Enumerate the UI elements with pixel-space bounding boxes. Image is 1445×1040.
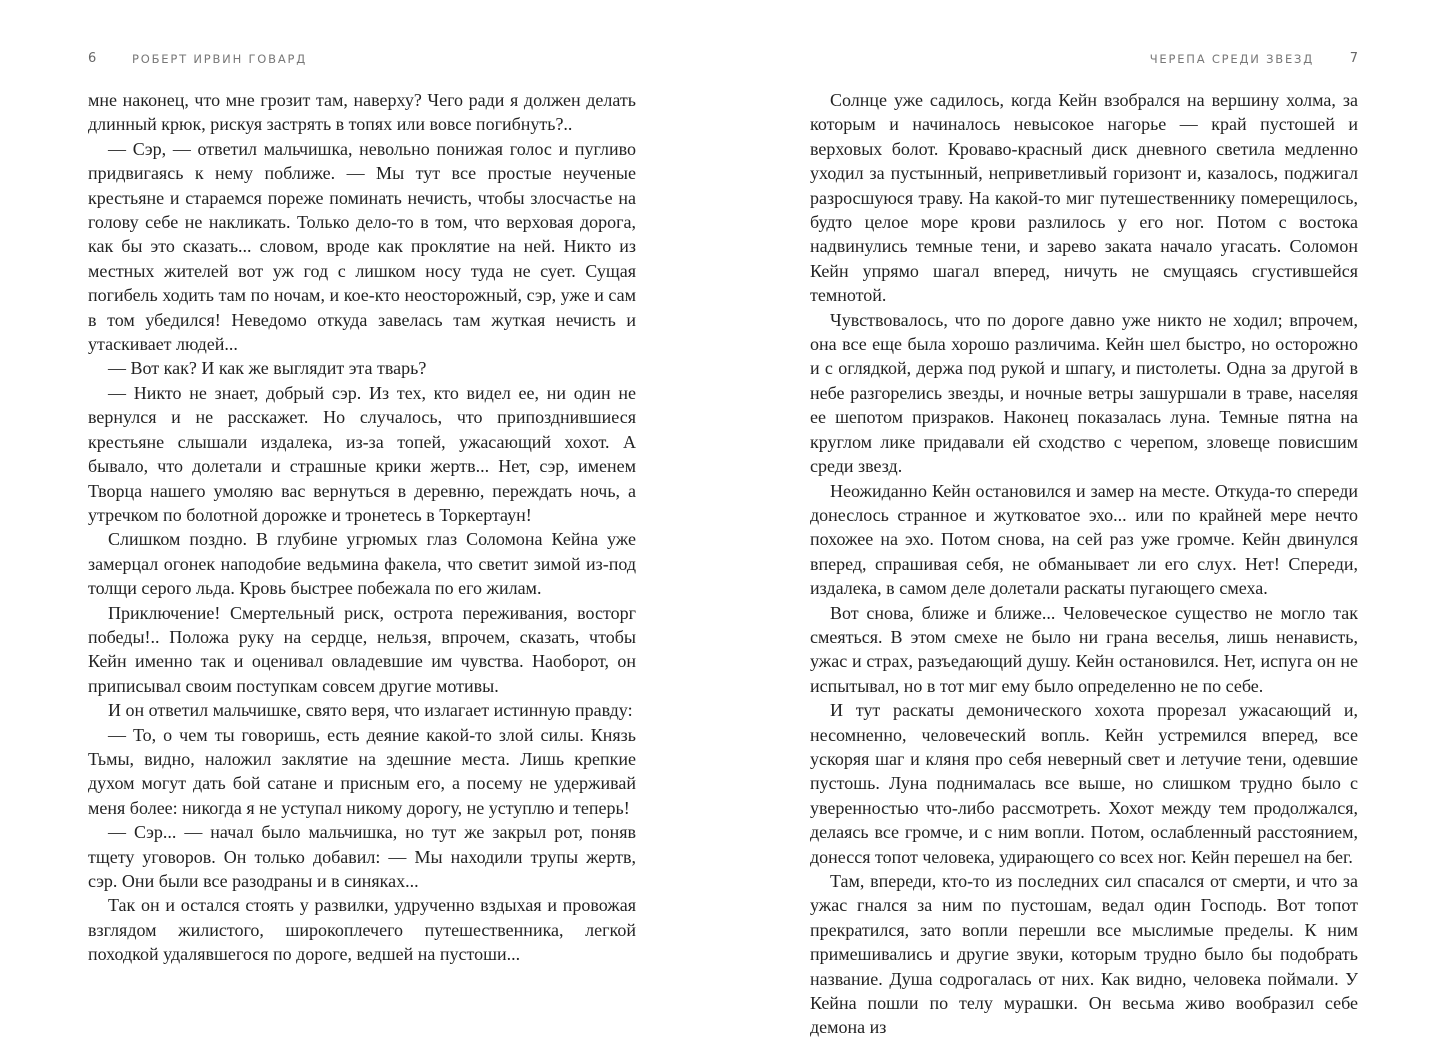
left-page (88, 0, 636, 1033)
right-page-number: 7 (1349, 51, 1358, 66)
paragraph: мне наконец, что мне грозит там, наверху? Чего ради я должен делать длинный крюк, рискуя застрять в топях или вовсе погибнуть?.. (88, 90, 636, 135)
paragraph: Неожиданно Кейн остановился и замер на месте. Откуда-то спереди донеслось странное и жутковатое эхо... или по крайней мере нечто похожее на эхо. Потом снова, на сей раз уже громче. Кейн двинулся вперед, спрашивая себя, не обманывает ли его слух. Нет! Спереди, издалека, в самом деле долетали раскаты пугающего смеха. (810, 480, 1358, 599)
paragraph: Так он и остался стоять у развилки, удрученно вздыхая и провожая взглядом жилистого, широкоплечего путешественника, легкой походкой удалявшегося по дороге, ведшей на пустоши... (88, 895, 636, 965)
paragraph: Солнце уже садилось, когда Кейн взобрался на вершину холма, за которым и начиналось невысокое нагорье — край пустошей и верховых болот. Кроваво-красный диск дневного светила медленно уходил за пустынный, неприветливый горизонт и, казалось, поджигал разросшуюся траву. На какой-то миг путешественнику померещилось, будто целое море крови разлилось у его ног. Потом с востока надвинулись темные тени, и зарево заката начало угасать. Соломон Кейн упрямо шагал вперед, ничуть не смущаясь сгустившейся темнотой. (810, 90, 1358, 306)
paragraph: — Сэр... — начал было мальчишка, но тут же закрыл рот, поняв тщету уговоров. Он только добавил: — Мы находили трупы жертв, сэр. Они были все разодраны и в синяках... (88, 822, 636, 891)
paragraph: — Никто не знает, добрый сэр. Из тех, кто видел ее, ни один не вернулся и не расскажет. Но случалось, что припозднившиеся крестьяне слышали издалека, из-за топей, ужасающий хохот. А бывало, что долетали и страшные крики жертв... Нет, сэр, именем Творца нашего умоляю вас вернуться в деревню, переждать ночь, а утречком по болотной дорожке и тронетесь в Торкертаун! (88, 382, 636, 525)
right-page (810, 0, 1358, 1038)
paragraph: — Сэр, — ответил мальчишка, невольно понижая голос и пугливо придвигаясь к нему поближе. — Мы тут все простые неученые крестьяне и стараемся пореже поминать нечисть, чтобы злосчастье на голову себе не накликать. Только дело-то в том, что верховая дорога, как бы это сказать... словом, вроде как проклятие на ней. Никто из местных жителей вот уж год с лишком носу туда не сует. Сущая погибель ходить там по ночам, и кое-кто неосторожный, сэр, уже и сам в том убедился! Неведомо откуда завелась там жуткая нечисть и утаскивает людей... (88, 138, 636, 355)
paragraph: И тут раскаты демонического хохота прорезал ужасающий и, несомненно, человеческий вопль. Кейн устремился вперед, все ускоряя шаг и кляня про себя неверный свет и летучие тени, одевшие пустошь. Луна поднималась все выше, но слишком трудно было с уверенностью что-либо рассмотреть. Хохот между тем продолжался, делаясь все громче, и с ним вопли. Потом, ослабленный расстоянием, донесся топот человека, удирающего со всех ног. Кейн перешел на бег. (810, 700, 1358, 867)
right-running-head-title: ЧЕРЕПА СРЕДИ ЗВЕЗД (1149, 52, 1314, 66)
right-running-header (810, 51, 1358, 71)
paragraph: Приключение! Смертельный риск, острота переживания, восторг победы!.. Положа руку на сердце, нельзя, впрочем, сказать, чтобы Кейн именно так и оценивал овладевшие им чувства. Наоборот, он приписывал своим поступкам совсем другие мотивы. (88, 602, 636, 696)
paragraph: — То, о чем ты говоришь, есть деяние какой-то злой силы. Князь Тьмы, видно, наложил заклятие на здешние места. Лишь крепкие духом могут дать бой сатане и присным его, а посему не удерживай меня более: никогда я не уступал никому дорогу, не уступлю и теперь! (88, 724, 636, 818)
paragraph: — Вот как? И как же выглядит эта тварь? (108, 358, 427, 379)
paragraph: Слишком поздно. В глубине угрюмых глаз Соломона Кейна уже замерцал огонек наподобие ведьмина факела, что светит зимой из-под толщи серого льда. Кровь быстрее побежала по его жилам. (88, 529, 636, 599)
left-page-text (88, 88, 636, 967)
left-running-head-title: РОБЕРТ ИРВИН ГОВАРД (132, 52, 308, 66)
paragraph: Чувствовалось, что по дороге давно уже никто не ходил; впрочем, она все еще была хорошо различима. Кейн шел быстро, но осторожно и с оглядкой, держа под рукой и шпагу, и пистолеты. Одна за другой в небе разгорелись звезды, и ночные ветры зашуршали в траве, населяя ее шепотом призраков. Наконец показалась луна. Темные пятна на круглом лике придавали ей сходство с черепом, зловеще повисшим среди звезд. (810, 309, 1358, 477)
left-page-number: 6 (88, 51, 97, 66)
paragraph: Вот снова, ближе и ближе... Человеческое существо не могло так смеяться. В этом смехе не было ни грана веселья, лишь ненависть, ужас и страх, разъедающий душу. Кейн остановился. Нет, испуга он не испытывал, но в тот миг ему было определенно не по себе. (810, 602, 1358, 696)
left-running-header (88, 51, 636, 71)
right-page-text (810, 88, 1358, 1040)
paragraph: И он ответил мальчишке, свято веря, что излагает истинную правду: (108, 700, 633, 721)
paragraph: Там, впереди, кто-то из последних сил спасался от смерти, и что за ужас гнался за ним по пустошам, ведал один Господь. Вот топот прекратился, зато вопли перешли все мыслимые пределы. К ним примешивались и другие звуки, которым трудно было бы подобрать название. Душа содрогалась от них. Как видно, человека поймали. У Кейна пошли по телу мурашки. Он весьма живо вообразил себе демона из (810, 871, 1358, 1038)
